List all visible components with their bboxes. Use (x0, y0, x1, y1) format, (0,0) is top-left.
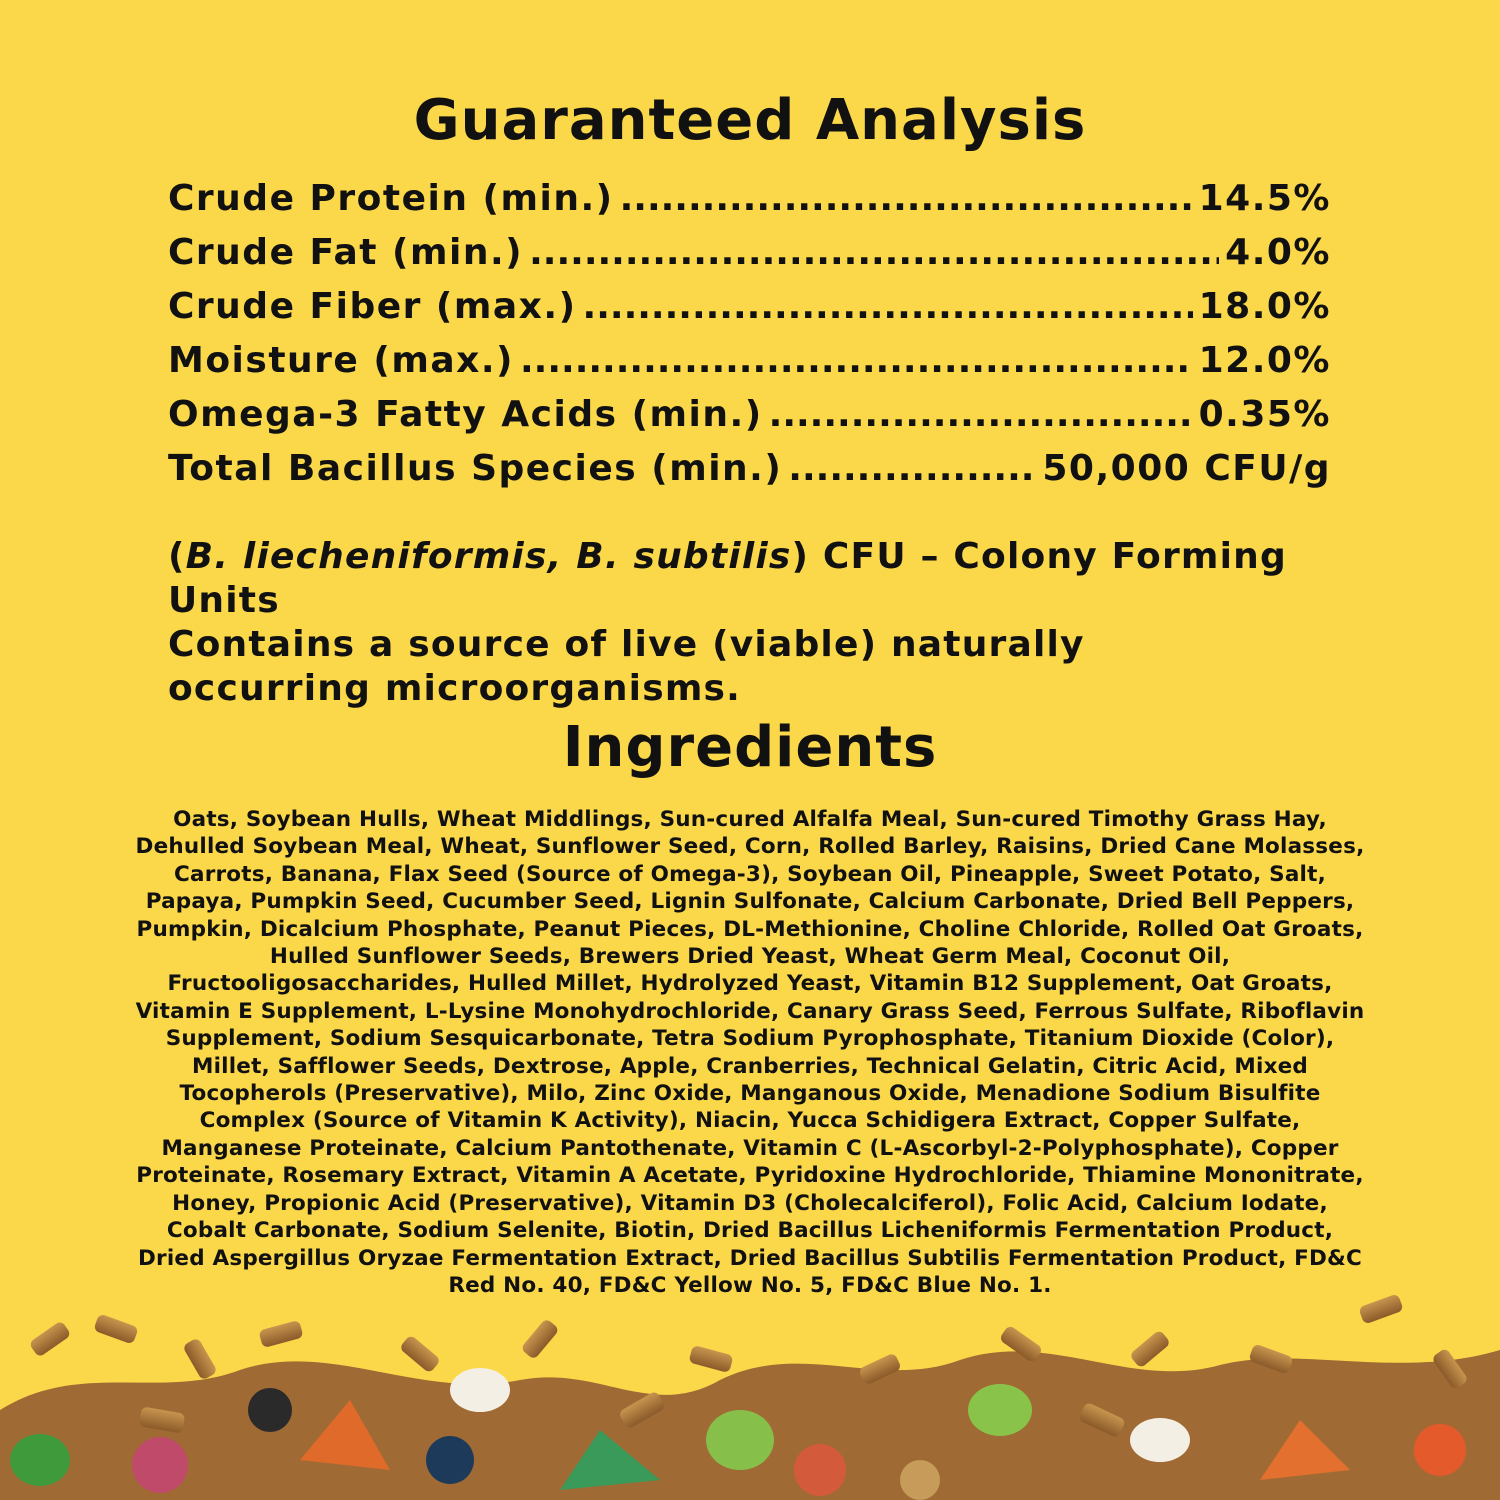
analysis-label: Omega-3 Fatty Acids (min.) (168, 394, 763, 435)
analysis-value: 0.35% (1198, 394, 1331, 435)
analysis-row-bacillus (168, 448, 1331, 502)
dot-leader (529, 232, 1219, 273)
analysis-value: 18.0% (1198, 286, 1331, 327)
ingredients-list: Oats, Soybean Hulls, Wheat Middlings, Sun-cured Alfalfa Meal, Sun-cured Timothy Grass Hay, Dehulled Soybean Meal, Wheat, Sunflower Seed, Corn, Rolled Barley, Raisins, Dried Cane Molasses, Carrots, Banana, Flax Seed (Source of Omega-3), Soybean Oil, Pineapple, Sweet Potato, Salt, Papaya, Pumpkin Seed, Cucumber Seed, Lignin Sulfonate, Calcium Carbonate, Dried Bell Peppers, Pumpkin, Dicalcium Phosphate, Peanut Pieces, DL-Methionine, Choline Chloride, Rolled Oat Groats, Hulled Sunflower Seeds, Brewers Dried Yeast, Wheat Germ Meal, Coconut Oil, Fructooligosaccharides, Hulled Millet, Hydrolyzed Yeast, Vitamin B12 Supplement, Oat Groats, Vitamin E Supplement, L-Lysine Monohydrochloride, Canary Grass Seed, Ferrous Sulfate, Riboflavin Supplement, Sodium Sesquicarbonate, Tetra Sodium Pyrophosphate, Titanium Dioxide (Color), Millet, Safflower Seeds, Dextrose, Apple, Cranberries, Technical Gelatin, Citric Acid, Mixed Tocopherols (Preservative), Milo, Zinc Oxide, Manganous Oxide, Menadione Sodium Bisulfite Complex (Source of Vitamin K Activity), Niacin, Yucca Schidigera Extract, Copper Sulfate, Manganese Proteinate, Calcium Pantothenate, Vitamin C (L-Ascorbyl-2-Polyphosphate), Copper Proteinate, Rosemary Extract, Vitamin A Acetate, Pyridoxine Hydrochloride, Thiamine Mononitrate, Honey, Propionic Acid (Preservative), Vitamin D3 (Cholecalciferol), Folic Acid, Calcium Iodate, Cobalt Carbonate, Sodium Selenite, Biotin, Dried Bacillus Licheniformis Fermentation Product, Dried Aspergillus Oryzae Fermentation Extract, Dried Bacillus Subtilis Fermentation Product, FD&C Red No. 40, FD&C Yellow No. 5, FD&C Blue No. 1. (135, 807, 1365, 1298)
analysis-row-crude-protein (168, 178, 1331, 232)
dot-leader (620, 178, 1193, 219)
species-note-line: (B. liecheniformis, B. subtilis) CFU – Colony Forming Units (168, 536, 1287, 621)
analysis-row-omega-3 (168, 394, 1331, 448)
analysis-value: 4.0% (1225, 232, 1331, 273)
ingredients-title: Ingredients (562, 715, 938, 780)
guaranteed-analysis-title: Guaranteed Analysis (413, 88, 1087, 153)
analysis-row-crude-fiber (168, 286, 1331, 340)
analysis-value: 12.0% (1198, 340, 1331, 381)
species-names: B. liecheniformis, B. subtilis (185, 536, 792, 577)
dot-leader (520, 340, 1193, 381)
analysis-notes (168, 535, 1338, 711)
dot-leader (788, 448, 1036, 489)
food-mix-image (0, 1290, 1500, 1500)
analysis-value: 50,000 CFU/g (1042, 448, 1331, 489)
analysis-label: Moisture (max.) (168, 340, 514, 381)
guaranteed-analysis-table (168, 178, 1331, 502)
analysis-value: 14.5% (1198, 178, 1331, 219)
analysis-label: Total Bacillus Species (min.) (168, 448, 783, 489)
analysis-label: Crude Protein (min.) (168, 178, 614, 219)
analysis-row-crude-fat (168, 232, 1331, 286)
analysis-row-moisture (168, 340, 1331, 394)
dot-leader (583, 286, 1193, 327)
viable-note-line-2: occurring microorganisms. (168, 668, 742, 709)
analysis-label: Crude Fiber (max.) (168, 286, 577, 327)
analysis-label: Crude Fat (min.) (168, 232, 524, 273)
dot-leader (769, 394, 1193, 435)
viable-note-line-1: Contains a source of live (viable) naturally (168, 624, 1085, 665)
